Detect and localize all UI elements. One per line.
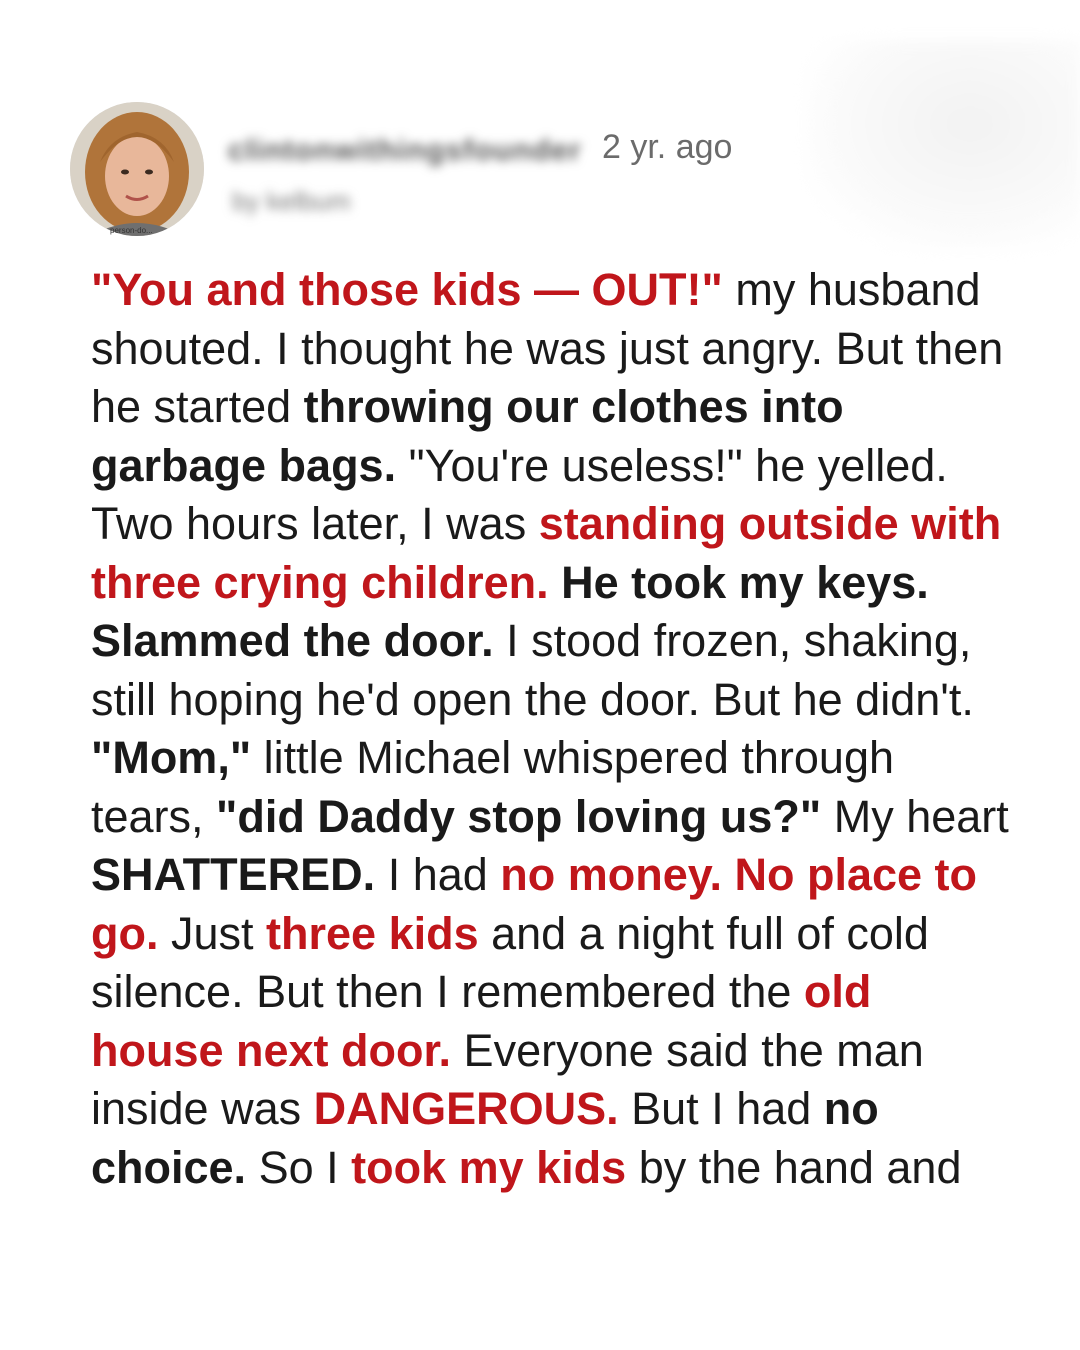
story-segment-bold: throwing our clothes into garbage bags. <box>91 381 844 491</box>
story-segment-red: DANGEROUS. <box>313 1083 619 1134</box>
story-segment-plain: and a night full of cold silence. But then I remembered the <box>91 907 929 1017</box>
story-segment-bold: SHATTERED. <box>91 849 376 900</box>
story-segment-plain: I stood frozen, shaking, still hoping he'd open the door. But he didn't. <box>91 615 974 725</box>
story-segment-red: took my kids <box>351 1141 627 1193</box>
story-segment-plain: "You're useless!" he yelled. Two hours later, I was <box>91 439 948 549</box>
story-segment-red: standing outside with three crying children. <box>91 498 1002 608</box>
post-timestamp: 2 yr. ago <box>602 128 733 166</box>
story-segment-plain: little Michael whispered through tears, <box>91 732 895 842</box>
story-segment-bold: "did Daddy stop loving us?" <box>216 790 822 842</box>
story-segment-bold: no choice. <box>91 1083 879 1193</box>
story-segment-red: "You and those kids — OUT!" <box>91 264 723 315</box>
background-blur <box>805 40 1080 250</box>
story-segment-plain: Just <box>158 907 267 959</box>
story-segment-red: old house next door. <box>91 966 872 1076</box>
story-segment-plain: I had <box>375 849 501 900</box>
story-segment-red: no money. No place to go. <box>91 849 977 959</box>
story-text <box>91 261 1011 1197</box>
byline-blurred: by kelbum <box>232 186 351 216</box>
story-segment-plain: Everyone said the man inside was <box>91 1024 924 1134</box>
story-segment-plain <box>549 557 562 608</box>
story-segment-plain: by the hand and <box>626 1141 962 1193</box>
story-segment-plain: my husband shouted. I thought he was just angry. But then he started <box>91 264 1004 432</box>
story-segment-plain: My heart <box>821 790 1009 842</box>
avatar-caption: person-do... <box>110 226 153 235</box>
avatar[interactable] <box>70 102 204 236</box>
story-segment-plain: But I had <box>618 1083 824 1134</box>
story-segment-bold: "Mom," <box>91 732 252 783</box>
story-segment-red: three kids <box>266 907 479 959</box>
story-segment-plain: So I <box>246 1141 352 1193</box>
story-segment-bold: He took my keys. Slammed the door. <box>91 556 929 666</box>
username-blurred[interactable]: clintonwithingsfounder <box>228 134 582 167</box>
